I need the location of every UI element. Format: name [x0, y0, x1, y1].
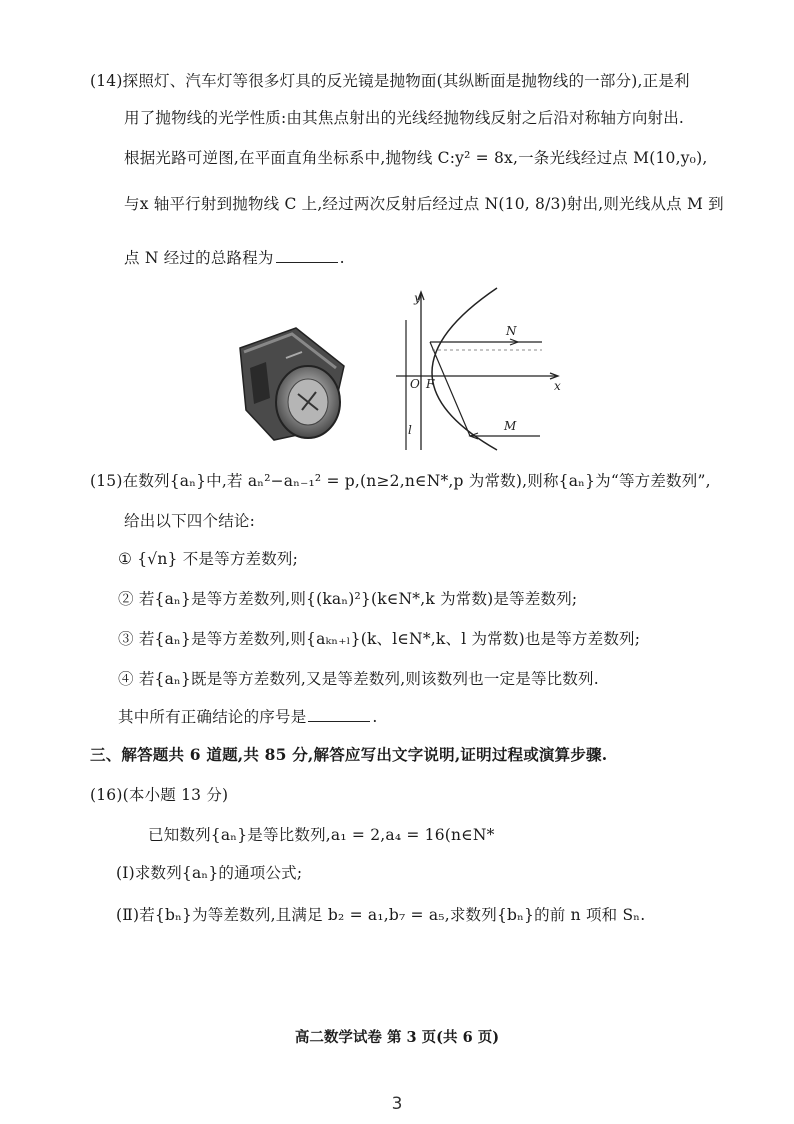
q16-part-2: (Ⅱ)若{bₙ}为等差数列,且满足 b₂ = a₁,b₇ = a₅,求数列{bₙ}的前 n 项和 Sₙ. [116, 906, 646, 924]
ray-through-focus [430, 342, 470, 436]
q16-title: (16)(本小题 13 分) [90, 786, 229, 804]
q15-item-1: ① {√n} 不是等方差数列; [118, 550, 299, 568]
label-F: F [426, 377, 435, 391]
q14-line-1: (14)探照灯、汽车灯等很多灯具的反光镜是抛物面(其纵断面是抛物线的一部分),正是利 [90, 72, 690, 90]
q15-line-2: 给出以下四个结论: [124, 512, 256, 530]
page-number: 3 [391, 1094, 403, 1114]
label-l: l [408, 423, 412, 437]
q15-ask-text: 其中所有正确结论的序号是 [118, 708, 307, 726]
page-footer: 高二数学试卷 第 3 页(共 6 页) [294, 1029, 500, 1046]
label-M: M [504, 419, 517, 433]
label-x: x [554, 379, 561, 393]
label-O: O [410, 377, 420, 391]
q14-line-2: 用了抛物线的光学性质:由其焦点射出的光线经抛物线反射之后沿对称轴方向射出. [124, 109, 685, 127]
q16-stem: 已知数列{aₙ}是等比数列,a₁ = 2,a₄ = 16(n∈N* [148, 826, 495, 844]
q14-line-5-end: . [339, 249, 345, 267]
q15-item-4: ④ 若{aₙ}既是等方差数列,又是等差数列,则该数列也一定是等比数列. [118, 670, 599, 688]
label-y: y [414, 291, 421, 305]
parabola-reflection-figure [392, 284, 572, 452]
q14-line-4: 与x 轴平行射到抛物线 C 上,经过两次反射后经过点 N(10, 8/3)射出,则光线从点 M 到 [124, 195, 724, 213]
q14-line-5-text: 点 N 经过的总路程为 [124, 249, 274, 267]
q15-item-3: ③ 若{aₙ}是等方差数列,则{aₖₙ₊ₗ}(k、l∈N*,k、l 为常数)也是等方差数列; [118, 630, 641, 648]
q15-answer-blank [308, 707, 370, 722]
q16-part-1: (Ⅰ)求数列{aₙ}的通项公式; [116, 864, 303, 882]
q15-ask [118, 706, 378, 728]
flashlight-illustration [226, 318, 360, 444]
label-N: N [506, 324, 517, 338]
q14-line-5 [124, 247, 345, 269]
q15-item-2: ② 若{aₙ}是等方差数列,则{(kaₙ)²}(k∈N*,k 为常数)是等差数列; [118, 590, 578, 608]
q14-answer-blank [276, 248, 338, 263]
q15-line-1: (15)在数列{aₙ}中,若 aₙ²−aₙ₋₁² = p,(n≥2,n∈N*,p 为常数),则称{aₙ}为“等方差数列”, [90, 472, 711, 490]
section-3-heading: 三、解答题共 6 道题,共 85 分,解答应写出文字说明,证明过程或演算步骤. [90, 745, 608, 764]
q15-ask-end: . [372, 708, 378, 726]
q14-line-3: 根据光路可逆图,在平面直角坐标系中,抛物线 C:y² = 8x,一条光线经过点 M(10,y₀), [124, 149, 708, 167]
